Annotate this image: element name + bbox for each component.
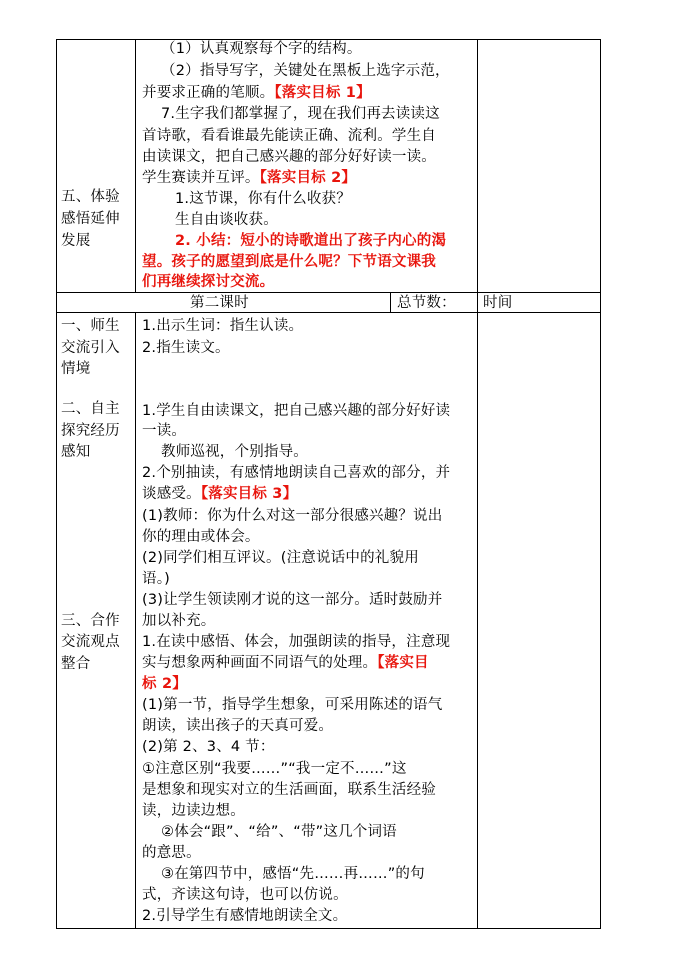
stage2-item2-text: 谈感受。: [142, 486, 201, 502]
section5-label-line3: 发展: [61, 233, 91, 249]
stage3-item2: 2.引导学生有感情地朗读全文。: [142, 908, 348, 924]
stage2-item1: 1.学生自由读课文，把自己感兴趣的部分好好读: [142, 403, 451, 419]
stage3-sub1-cont: 朗读，读出孩子的天真可爱。: [142, 718, 334, 734]
stage3-point1: ①注意区别“我要……”“我一定不……”这: [142, 761, 407, 777]
stage3-label-line3: 整合: [61, 656, 91, 672]
stage3-point1-cont2: 读，边读边想。: [142, 803, 245, 819]
section5-step7-cont2: 由读课文，把自己感兴趣的部分好好读一读。: [142, 149, 436, 165]
section5-summary-line1: 2. 小结：短小的诗歌道出了孩子内心的渴: [175, 233, 447, 249]
stage2-sub2: (2)同学们相互评议。(注意说话中的礼貌用: [142, 550, 419, 566]
stage3-item1-cont: [142, 653, 429, 673]
stage3-point2-cont: 的意思。: [142, 845, 201, 861]
section5-step2: （2）指导写字，关键处在黑板上选字示范，: [161, 63, 450, 79]
section5-answer: 生自由谈收获。: [175, 212, 278, 228]
section5-step2-cont: [142, 83, 371, 103]
section5-label-line1: 五、体验: [61, 189, 120, 205]
stage1-item1: 1.出示生词：指生认读。: [142, 318, 304, 334]
stage2-label-line2: 探究经历: [61, 423, 120, 439]
stage2-item1-cont: 一读。: [142, 423, 187, 439]
column-divider-content: [477, 39, 478, 929]
table-bottom-border: [56, 928, 601, 929]
stage3-sub2: (2)第 2、3、4 节：: [142, 739, 275, 755]
stage1-label-line1: 一、师生: [61, 318, 120, 334]
stage2-label-line3: 感知: [61, 444, 91, 460]
goal-marker-1: 【落实目标 1】: [274, 85, 371, 101]
section5-step7-text: 学生赛读并互评。: [142, 170, 260, 186]
row-divider-header: [56, 292, 601, 293]
section5-step7-cont3: [142, 168, 356, 188]
stage2-item2-cont: [142, 484, 297, 504]
stage2-sub1-cont: 你的理由或体会。: [142, 529, 260, 545]
stage2-label-line1: 二、自主: [61, 401, 120, 417]
stage3-point1-cont1: 是想象和现实对立的生活画面，联系生活经验: [142, 782, 436, 798]
stage2-sub1: (1)教师：你为什么对这一部分很感兴趣？说出: [142, 508, 443, 524]
stage3-point3-cont: 式，齐读这句诗，也可以仿说。: [142, 887, 348, 903]
stage3-item1-text: 实与想象两种画面不同语气的处理。: [142, 655, 378, 671]
stage3-label-line1: 三、合作: [61, 613, 120, 629]
goal-marker-2: 【落实目标 2】: [259, 170, 357, 186]
goal-marker-4b: 标 2】: [142, 676, 187, 692]
section5-step1: （1）认真观察每个字的结构。: [161, 41, 362, 57]
column-divider-label: [135, 39, 136, 293]
stage2-sub3-cont: 加以补充。: [142, 613, 216, 629]
lesson-title: 第二课时: [190, 295, 249, 311]
stage1-label-line2: 交流引入: [61, 340, 120, 356]
column-divider-label-lower: [135, 312, 136, 929]
section5-summary-line2: 望。孩子的愿望到底是什么呢？下节语文课我: [142, 254, 436, 270]
total-periods-label: 总节数：: [397, 295, 456, 311]
section5-step2-text: 并要求正确的笔顺。: [142, 85, 275, 101]
section5-step7-cont1: 首诗歌，看看谁最先能读正确、流利。学生自: [142, 128, 436, 144]
column-divider-total: [390, 292, 391, 313]
stage3-point2: ②体会“跟”、“给”、“带”这几个词语: [161, 824, 397, 840]
table-left-border: [56, 39, 57, 929]
goal-marker-4a: 【落实目: [377, 655, 429, 671]
stage1-label-line3: 情境: [61, 361, 91, 377]
section5-step7: 7.生字我们都掌握了，现在我们再去读读这: [161, 106, 440, 122]
row-divider-lesson2: [56, 312, 601, 313]
section5-question: 1.这节课，你有什么收获？: [175, 191, 351, 207]
stage3-label-line2: 交流观点: [61, 634, 120, 650]
section5-summary-line3: 们再继续探讨交流。: [142, 274, 275, 290]
goal-marker-3: 【落实目标 3】: [200, 486, 298, 502]
stage2-sub3: (3)让学生领读刚才说的这一部分。适时鼓励并: [142, 592, 443, 608]
stage1-item2: 2.指生读文。: [142, 340, 230, 356]
stage2-item1-note: 教师巡视，个别指导。: [161, 444, 308, 460]
stage2-sub2-cont: 语。): [142, 571, 171, 587]
time-label: 时间: [483, 295, 513, 311]
section5-label-line2: 感悟延伸: [61, 211, 120, 227]
stage2-item2: 2.个别抽读，有感情地朗读自己喜欢的部分，并: [142, 465, 451, 481]
stage3-point3: ③在第四节中，感悟“先……再……”的句: [161, 866, 425, 882]
stage3-item1: 1.在读中感悟、体会，加强朗读的指导，注意现: [142, 634, 451, 650]
table-right-border: [600, 39, 601, 929]
stage3-sub1: (1)第一节，指导学生想象，可采用陈述的语气: [142, 697, 443, 713]
